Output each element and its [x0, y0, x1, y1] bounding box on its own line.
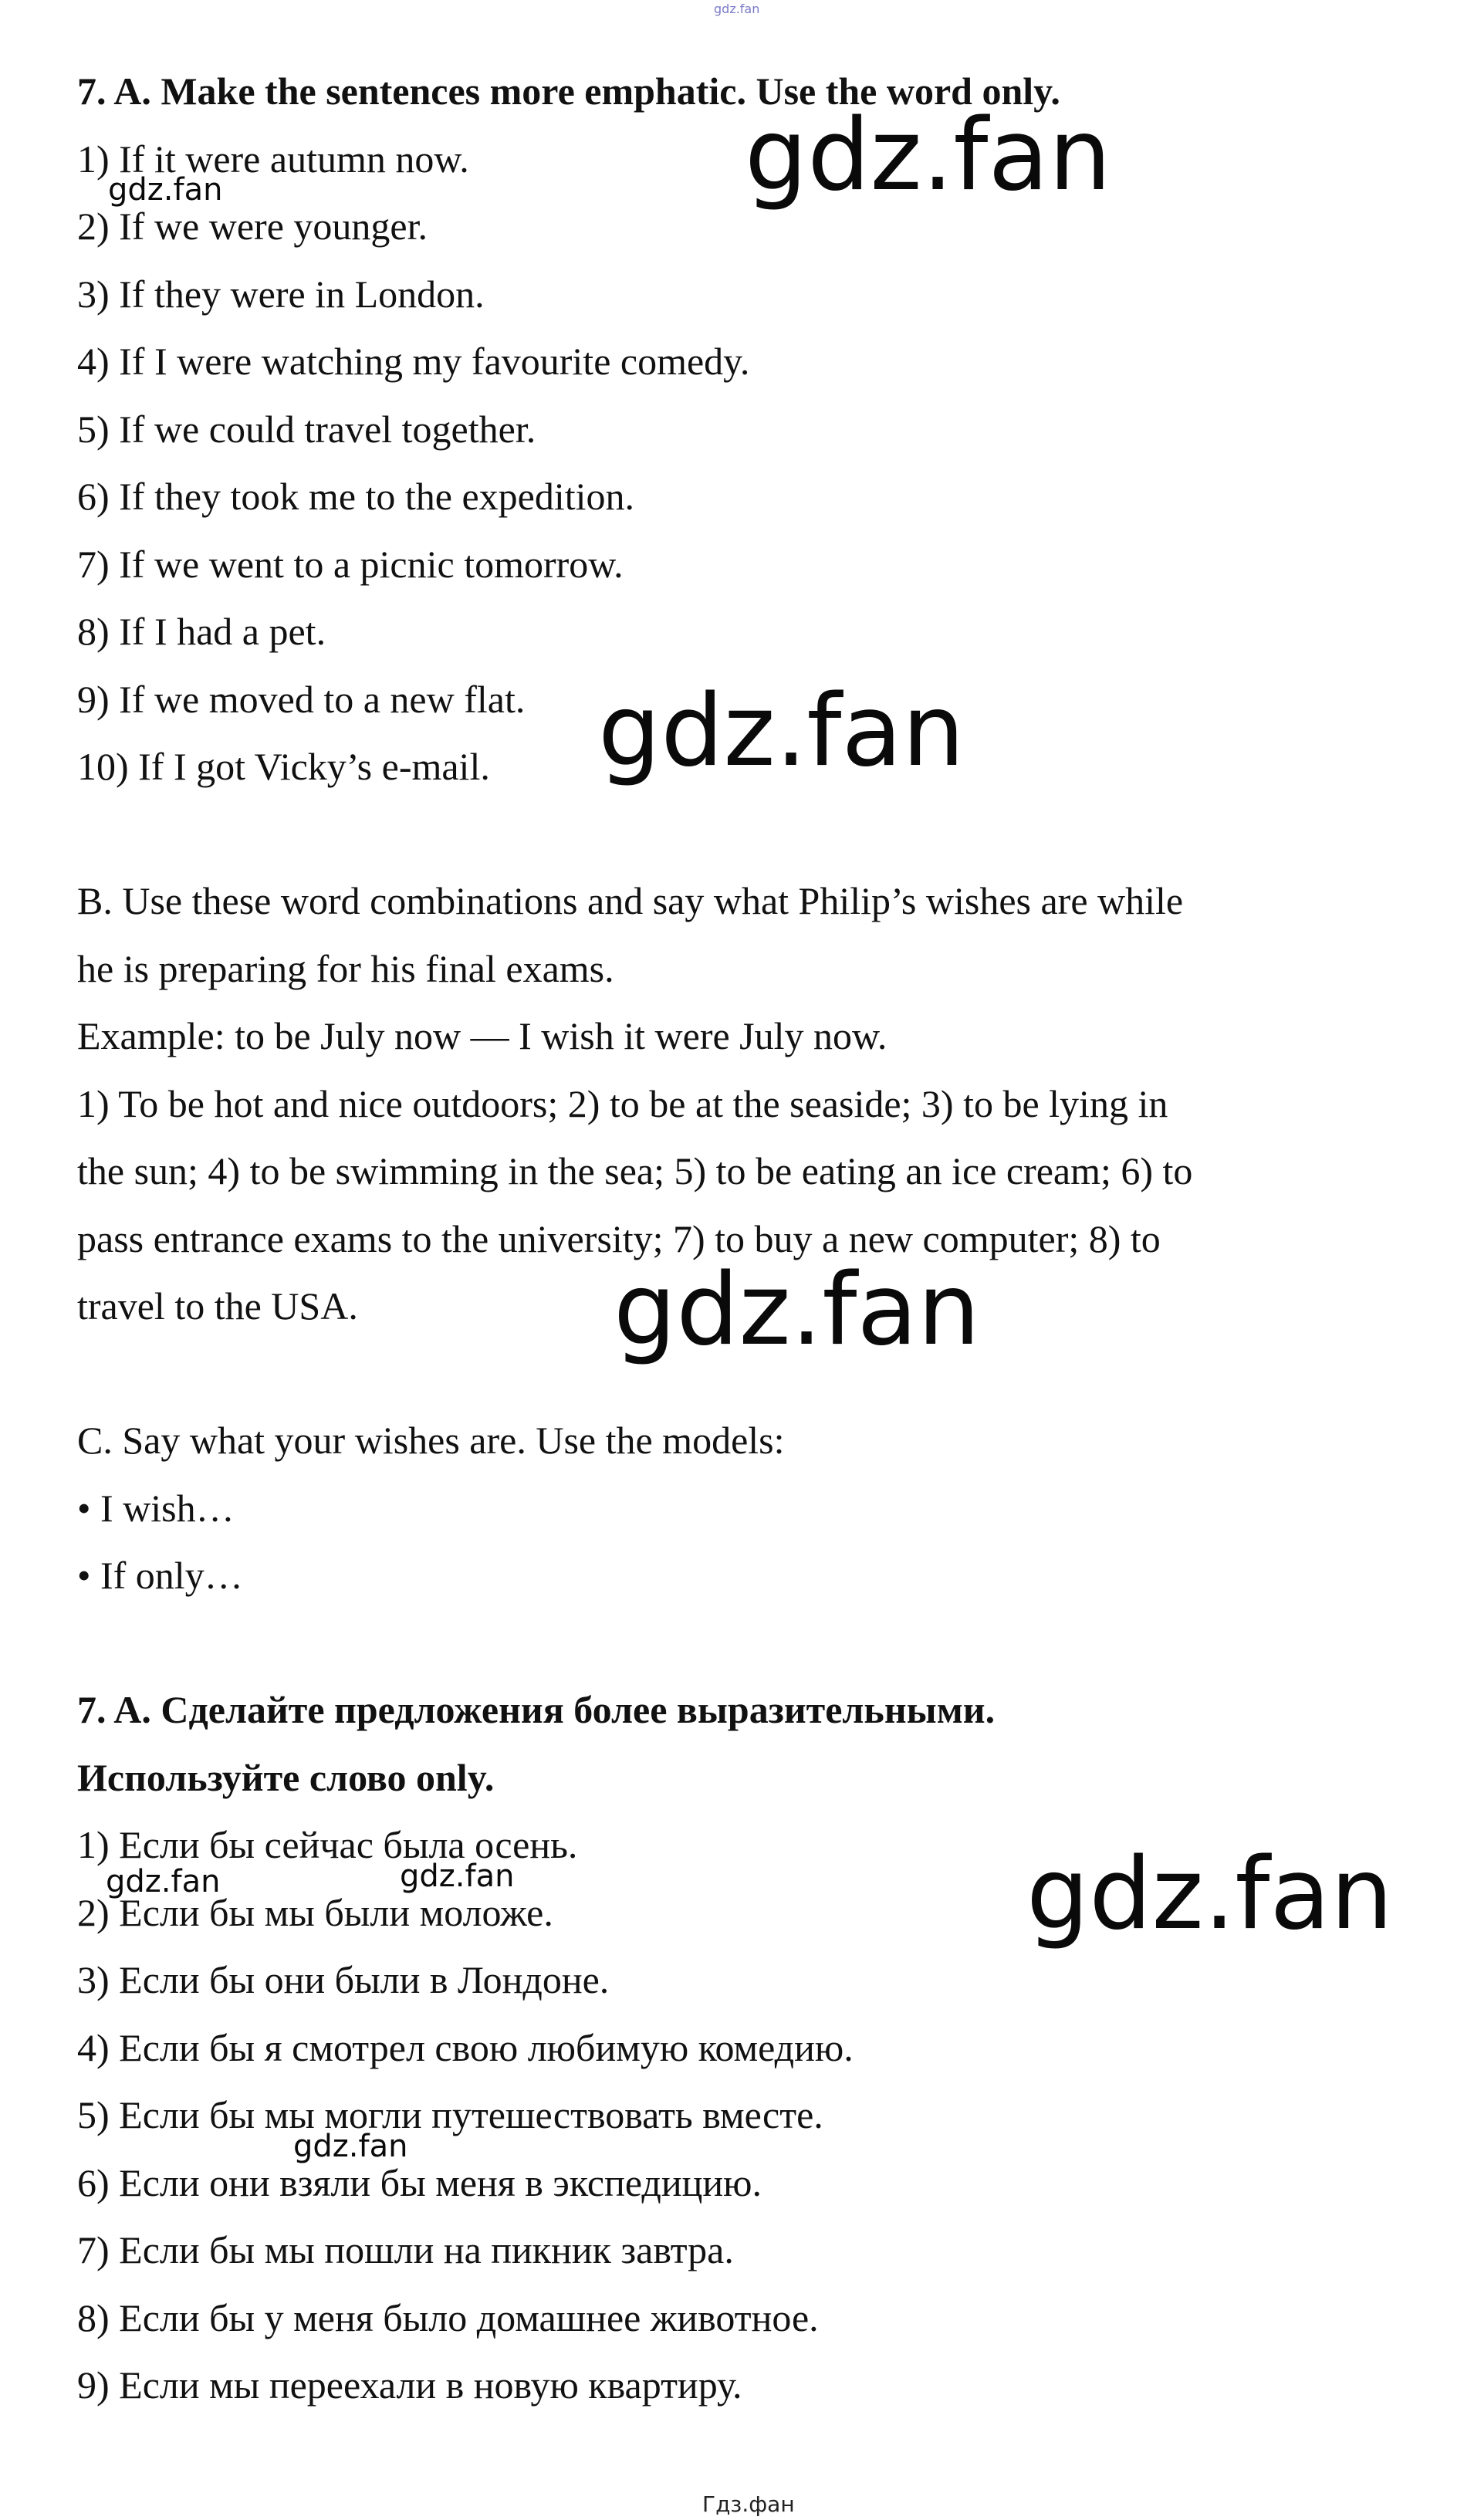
list-item: 8) Если бы у меня было домашнее животное.	[77, 2296, 819, 2339]
watermark: gdz.fan	[1026, 1837, 1393, 1952]
list-item: 4) If I were watching my favourite comedy.	[77, 340, 750, 383]
section-c-line: C. Say what your wishes are. Use the models:	[77, 1419, 785, 1462]
list-item: 2) Если бы мы были моложе.	[77, 1891, 553, 1934]
section-a-ru-heading: Используйте слово only.	[77, 1756, 495, 1799]
list-item: 5) Если бы мы могли путешествовать вместе.	[77, 2093, 823, 2136]
list-item: 3) If they were in London.	[77, 272, 485, 316]
section-b-line: the sun; 4) to be swimming in the sea; 5) to be eating an ice cream; 6) to	[77, 1149, 1193, 1192]
list-item: 7) Если бы мы пошли на пикник завтра.	[77, 2228, 734, 2271]
list-item: 9) If we moved to a new flat.	[77, 678, 526, 721]
list-item: 6) If they took me to the expedition.	[77, 475, 635, 518]
list-item: 4) Если бы я смотрел свою любимую комедию.	[77, 2026, 854, 2069]
list-item: 1) If it were autumn now.	[77, 137, 469, 181]
watermark: gdz.fan	[293, 2129, 408, 2164]
section-a-ru-heading: 7. A. Сделайте предложения более выразительными.	[77, 1688, 996, 1731]
top-watermark: gdz.fan	[714, 2, 760, 16]
list-item: 9) Если мы переехали в новую квартиру.	[77, 2363, 742, 2407]
list-item: 7) If we went to a picnic tomorrow.	[77, 543, 624, 586]
section-b-line: 1) To be hot and nice outdoors; 2) to be at the seaside; 3) to be lying in	[77, 1082, 1168, 1125]
footer-watermark: Гдз.фан	[702, 2491, 795, 2517]
watermark: gdz.fan	[106, 1864, 221, 1899]
list-item: 3) Если бы они были в Лондоне.	[77, 1958, 610, 2001]
watermark: gdz.fan	[614, 1253, 980, 1368]
section-c-bullet: • I wish…	[77, 1487, 235, 1530]
list-item: 8) If I had a pet.	[77, 610, 326, 653]
section-a-heading: 7. A. Make the sentences more emphatic. Use the word only.	[77, 69, 1060, 113]
section-b-example: Example: to be July now — I wish it were July now.	[77, 1014, 887, 1057]
section-c-bullet: • If only…	[77, 1554, 243, 1597]
watermark: gdz.fan	[108, 172, 223, 208]
section-b-line: pass entrance exams to the university; 7) to buy a new computer; 8) to	[77, 1217, 1161, 1260]
section-b-line: he is preparing for his final exams.	[77, 947, 614, 990]
section-b-line: B. Use these word combinations and say what Philip’s wishes are while	[77, 879, 1184, 922]
watermark: gdz.fan	[400, 1859, 515, 1894]
list-item: 5) If we could travel together.	[77, 408, 536, 451]
list-item: 6) Если они взяли бы меня в экспедицию.	[77, 2161, 762, 2204]
list-item: 10) If I got Vicky’s e-mail.	[77, 745, 490, 788]
watermark: gdz.fan	[598, 674, 965, 789]
list-item: 2) If we were younger.	[77, 205, 428, 248]
list-item: 1) Если бы сейчас была осень.	[77, 1823, 578, 1866]
section-b-line: travel to the USA.	[77, 1284, 358, 1328]
watermark: gdz.fan	[745, 98, 1111, 213]
